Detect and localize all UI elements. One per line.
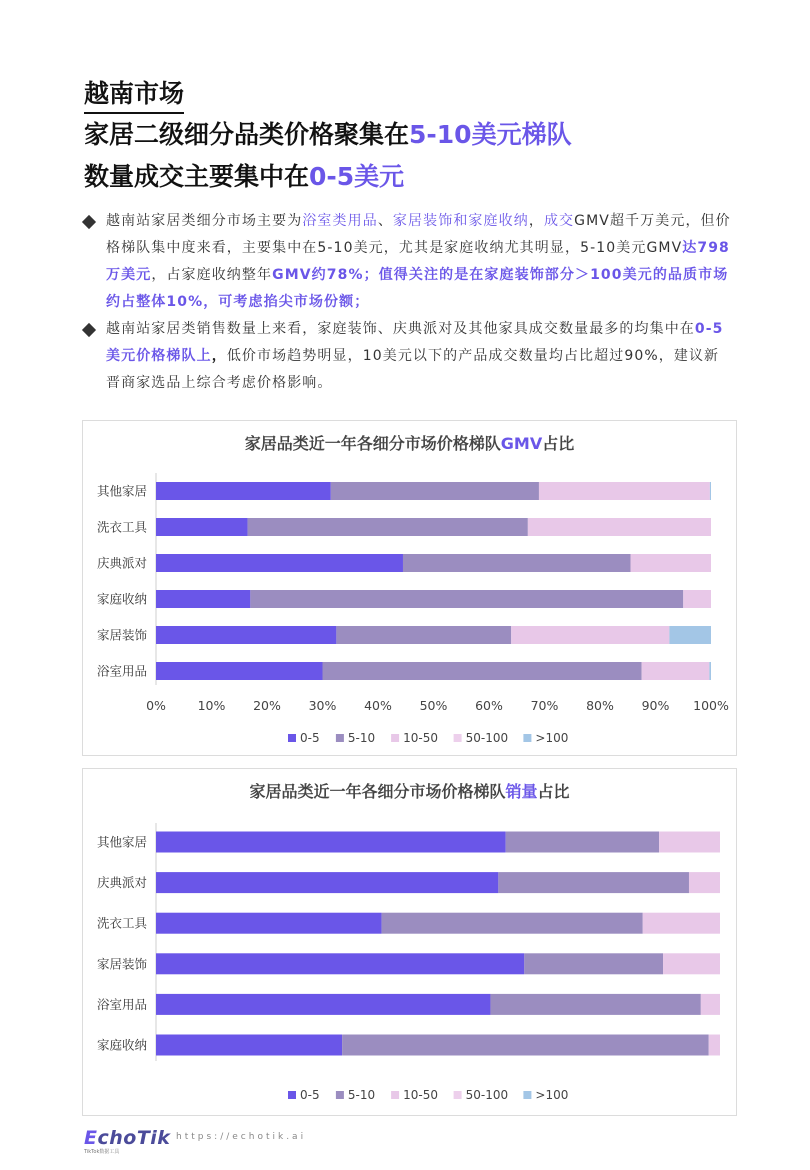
bullet-1-highlight: 成交 bbox=[543, 213, 575, 229]
bar-segment bbox=[403, 554, 631, 572]
bullet-1-text: ， bbox=[528, 213, 544, 229]
legend-swatch bbox=[336, 1091, 344, 1099]
x-tick-label: 60% bbox=[475, 698, 503, 713]
legend-swatch bbox=[391, 734, 399, 742]
bullet-1-text: GMV超千万美元，但价格梯队集中度来看，主要集中在5-10美元，尤其是家庭收纳尤其明显，5-10美元GMV bbox=[106, 213, 731, 256]
bullet-2-text: 越南站家居类销售数量上来看，家庭装饰、庆典派对及其他家具成交数量最多的均集中在 bbox=[106, 321, 695, 337]
bullet-2-bold: ， bbox=[211, 348, 227, 364]
chart-title-text: 占比 bbox=[537, 782, 570, 801]
legend-label: 0-5 bbox=[300, 1088, 320, 1102]
gmv-chart-canvas bbox=[83, 421, 738, 757]
bar-segment bbox=[156, 662, 323, 680]
logo-letter: E bbox=[84, 1127, 98, 1149]
bar-segment bbox=[323, 662, 642, 680]
bar-segment bbox=[709, 1035, 720, 1056]
x-tick-label: 10% bbox=[197, 698, 226, 713]
legend-label: 5-10 bbox=[347, 731, 376, 745]
legend-label: >100 bbox=[535, 1088, 569, 1102]
bar-segment bbox=[156, 590, 250, 608]
legend-swatch bbox=[523, 1091, 531, 1099]
x-tick-label: 90% bbox=[641, 698, 670, 713]
legend-label: 5-10 bbox=[347, 1088, 376, 1102]
x-tick-label: 20% bbox=[253, 698, 281, 713]
category-label: 其他家居 bbox=[96, 483, 147, 499]
bar-segment bbox=[631, 554, 711, 572]
bullet-2-bold: 0-5美元价格梯队上 bbox=[106, 321, 724, 364]
bar-segment bbox=[659, 832, 720, 853]
bar-segment bbox=[490, 994, 700, 1015]
legend-label: 50-100 bbox=[465, 731, 509, 745]
legend-label: 10-50 bbox=[403, 731, 438, 745]
chart-title-text: 家居品类近一年各细分市场价格梯队 bbox=[249, 782, 506, 801]
headline-2-highlight: 0-5美元 bbox=[309, 162, 405, 191]
legend-swatch bbox=[454, 1091, 462, 1099]
bar-segment bbox=[156, 1035, 342, 1056]
x-tick-label: 0% bbox=[146, 698, 166, 713]
bar-segment bbox=[342, 1035, 709, 1056]
bullet-1-text: ，占家庭收纳整年 bbox=[151, 267, 273, 283]
bar-segment bbox=[382, 913, 643, 934]
gmv-share-chart bbox=[82, 420, 737, 756]
x-tick-label: 80% bbox=[586, 698, 614, 713]
bullet-1-highlight: 家居装饰和家庭收纳 bbox=[392, 213, 529, 229]
bar-segment bbox=[250, 590, 683, 608]
legend-label: 10-50 bbox=[403, 1088, 438, 1102]
category-label: 家庭收纳 bbox=[96, 591, 147, 607]
legend-swatch bbox=[523, 734, 531, 742]
bar-segment bbox=[248, 518, 528, 536]
x-tick-label: 70% bbox=[530, 698, 559, 713]
bar-segment bbox=[156, 482, 331, 500]
bullet-1-bold: 达798万美元 bbox=[106, 240, 730, 283]
insight-bullets bbox=[84, 208, 734, 397]
bar-segment bbox=[669, 626, 711, 644]
bar-segment bbox=[683, 590, 711, 608]
bar-segment bbox=[528, 518, 711, 536]
headline-1-text: 家居二级细分品类价格聚集在 bbox=[84, 120, 410, 149]
bullet-1-text: 越南站家居类细分市场主要为 bbox=[106, 213, 303, 229]
bar-segment bbox=[498, 872, 689, 893]
bullet-gmv bbox=[84, 208, 734, 316]
diamond-bullet-icon bbox=[82, 323, 96, 337]
bar-segment bbox=[710, 482, 711, 500]
headline-1-highlight: 5-10美元梯队 bbox=[409, 120, 572, 149]
chart-title-text: 占比 bbox=[542, 434, 575, 453]
bar-segment bbox=[709, 662, 711, 680]
category-label: 家居装饰 bbox=[96, 627, 147, 643]
legend-swatch bbox=[288, 1091, 296, 1099]
diamond-bullet-icon bbox=[82, 215, 96, 229]
x-tick-label: 100% bbox=[693, 698, 729, 713]
volume-share-chart bbox=[82, 768, 737, 1116]
chart-title-text: 家居品类近一年各细分市场价格梯队 bbox=[244, 434, 501, 453]
bar-segment bbox=[156, 913, 382, 934]
footer-url[interactable]: https://echotik.ai bbox=[176, 1132, 307, 1142]
category-label: 其他家居 bbox=[96, 834, 147, 850]
bullet-1-text: 、 bbox=[377, 213, 393, 229]
bullet-2-text: 低价市场趋势明显，10美元以下的产品成交数量均占比超过90%，建议新晋商家选品上综合考虑价格影响。 bbox=[106, 348, 720, 391]
category-label: 洗衣工具 bbox=[96, 519, 147, 535]
bar-segment bbox=[506, 832, 659, 853]
bar-segment bbox=[156, 626, 336, 644]
headline-line-2 bbox=[84, 160, 404, 194]
bar-segment bbox=[156, 518, 248, 536]
logo-word: choTik bbox=[97, 1127, 171, 1149]
x-tick-label: 30% bbox=[308, 698, 337, 713]
bar-segment bbox=[156, 832, 506, 853]
x-tick-label: 50% bbox=[419, 698, 448, 713]
bar-segment bbox=[642, 662, 710, 680]
legend-swatch bbox=[336, 734, 344, 742]
bar-segment bbox=[539, 482, 710, 500]
x-tick-label: 40% bbox=[364, 698, 392, 713]
headline-line-1 bbox=[84, 118, 572, 152]
legend-swatch bbox=[391, 1091, 399, 1099]
bar-segment bbox=[701, 994, 720, 1015]
bar-segment bbox=[336, 626, 511, 644]
legend-swatch bbox=[288, 734, 296, 742]
legend-label: 50-100 bbox=[465, 1088, 509, 1102]
chart-legend bbox=[288, 731, 568, 745]
market-heading: 越南市场 bbox=[84, 78, 184, 114]
bar-segment bbox=[511, 626, 669, 644]
bar-segment bbox=[643, 913, 720, 934]
category-label: 浴室用品 bbox=[96, 663, 147, 679]
chart-title-highlight: GMV bbox=[500, 434, 543, 453]
bar-segment bbox=[689, 872, 720, 893]
bar-segment bbox=[156, 872, 498, 893]
chart-legend bbox=[288, 1088, 568, 1102]
bar-segment bbox=[156, 554, 403, 572]
category-label: 家庭收纳 bbox=[96, 1037, 147, 1053]
legend-swatch bbox=[454, 734, 462, 742]
category-label: 浴室用品 bbox=[96, 996, 147, 1012]
bar-segment bbox=[331, 482, 539, 500]
chart-title-highlight: 销量 bbox=[505, 782, 538, 801]
legend-label: 0-5 bbox=[300, 731, 320, 745]
logo-subtitle: TikTok数据工具 bbox=[84, 1149, 120, 1155]
bullet-1-highlight: 浴室类用品 bbox=[302, 213, 378, 229]
bar-segment bbox=[156, 953, 524, 974]
bar-segment bbox=[663, 953, 720, 974]
bar-segment bbox=[156, 994, 490, 1015]
bullet-1-bold: GMV约78%；值得关注的是在家庭装饰部分＞100美元的品质市场约占整体10%，可考虑掐尖市场份额； bbox=[106, 267, 729, 310]
headline-2-text: 数量成交主要集中在 bbox=[84, 162, 310, 191]
category-label: 家居装饰 bbox=[96, 956, 147, 972]
bar-segment bbox=[524, 953, 663, 974]
bullet-volume bbox=[84, 316, 734, 397]
echotik-logo bbox=[84, 1127, 170, 1149]
volume-chart-canvas bbox=[83, 769, 738, 1117]
category-label: 庆典派对 bbox=[96, 875, 147, 891]
legend-label: >100 bbox=[535, 731, 569, 745]
category-label: 庆典派对 bbox=[96, 555, 147, 571]
category-label: 洗衣工具 bbox=[96, 915, 147, 931]
